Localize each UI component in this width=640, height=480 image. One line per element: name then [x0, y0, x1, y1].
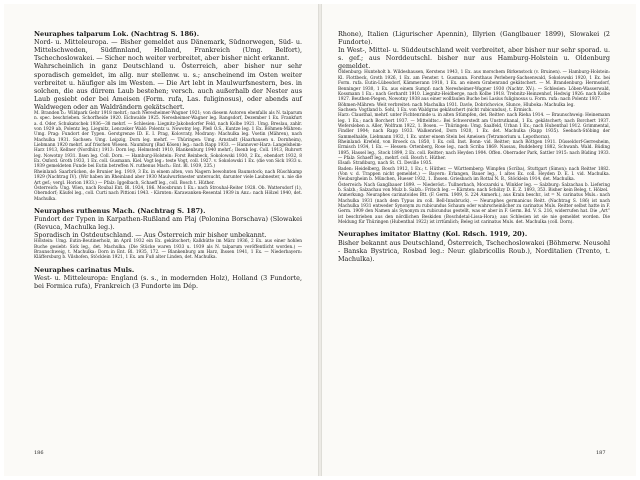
species-heading: Neuraphes carinatus Muls. — [34, 265, 135, 274]
body-paragraph: Rhone), Italien (Ligurischer Apennin), Illyrien (Ganglbauer 1899), Slowakei (2 Fundorte). — [338, 30, 610, 47]
page-number-right: 187 — [596, 450, 606, 456]
locality-records: M. Branden b.: Wildpark Gehr 1918 mehrf.; nach Neresheimer-Wagner 1921; von diesem Autoren ebenfalls als N. talparum n. spec. beschrieben. Schorfheide 1920. Eichwalde 1925. Neresheimer-Wagner leg. Rangsdorf, Dezember 1 Ex. Frankfurt a. d. Oder, Schukatschek 1936—38 mehrf. — Schlesien: Liegnitz-Jakobsdorfer Feld, nach Kolbe 1921. Umg. Breslau, zahlr. von 1929 ab, Polentz leg. Liegnitz, Lenczsker Wald: Polentz u. Nowotny leg. Pleß O.S., Kuntze leg. 1 Ex. Böhmen-Mähren: Umg. Prag: Fundort der Typen. Gerstgrenze ID. E. I. Prag, Kolovraty, Modrany: Machulka leg. Vsetin (Mähren), nach Machulka 1931. Sachsen: Umg. Leipzig, Dorn leg. mehrf. — Thüringen: Umg. Arnstadt (Haarhausen u. Dornheim), Liebmann 1920 mehrf. auf frischen Wiesen. Naumburg (Bad Kösen) leg.: nach Rapp 1933. — Hannover-Harz: Langelsheim-Harz 1913, Kellner (Nordhür.) 1913: Dorn leg. Helmstedt 1910, Blankenburg 1940 mehrf.; Ilsenb leg. Coll. 1913, Ruhrort leg. Nowotny 1931. Ilsen leg. Coll. Dorn. — Hamburg-Holstein: Forst Reinbeck, Sokolowski 1930, 2 Ex., ebendort 1932, 8 Ex. Oxford. Groth 1933, 1 Ex. coll. Gusmann. Kiel. Vogt leg.: teste Vogt, coll. 1927. v. Sokolowski 1 Ex. (die von Sick 1933 u. 1939 gemeldeten Funde bei Eutin betreffen N. ruthenus Mach.: Ent. Bl. 1939, 235.) — [34, 111, 302, 170]
right-page-column — [338, 30, 610, 263]
locality-records: Oldenburg: Hunteholt b. Wildeshausen, Kerstens 1943, 1 Ex. aus morschem Birkenstock (v. Bruinen). — Hamburg-Holstein: Kl. Flottbeck, Groth 1926, 1 Ex. am Fenster. t. Gusmann. Forsthaus Perleberg-Sachsenwald, Sokolowski 1920, 1 Ex. bei Form. rufa. Eutin-Lübesdorf, Kämmerann 1918, 1 Ex. an einem Grabenrand gekätschert. — M. Brandenburg: Hermsdorf, Benninger 1930, 1 Ex. aus einem Sumpf: nach Neresheimer-Wagner 1930 (Nachtr. XV.). — Schlesien: Löben-Wasserwald, Kossmann 1 Ex.: nach Gerhardt 1910. Liegnitz-Heidberge, nach Kolbe 1918. Trebnitz-Heinzenhof, Hedwig 1926: nach Kolbe 1927. Beuthen-Piegen, Nowotny 1938 aus einer wollfaulen Buche bei Lasius fuliginosus u. Form. rufa: nach Polentz 1937. — [338, 70, 610, 103]
locality-records: Elsaß: Straßburg, nach St. Cl. Deville 1935. — [338, 161, 433, 167]
book-spread — [4, 4, 636, 476]
species-heading: Neuraphes talparum Lok. (Nachtrag S. 186). — [34, 30, 200, 38]
locality-records: Harz: Clausthal, mehrf. unter Fichtenrinde u. in alten Stümpfen, det. Reitter: nach Rieha 1914. — Braunschweig: Heinemann leg. 1 Ex.; nach Borchert 1937. — Mitteldtsc.: Bei Schwerstedt am Unstrutkanal, 1 Ex. gekätschert; nach Borchert 1937. Wefersleben a. Aller, Wolfram 1922, 1. Bosen. — Thüringen: Umg. Saalfeld, Urban 1 Ex.; nach Hubenthal 1912. Grimmental, Findler 1904; nach Rapp 1933. Walkenried, Dorn 1920, 1 Ex. det. Machulka (Rapp 1935). Seebach-Stöbing der Sammelhalde, Liebmann 1932, 1 Ex. unter einem Stein bei Ameisen (Tetramorium u. Lepothorax). — [338, 113, 610, 140]
body-paragraph: Fundort der Typen in Karpathen-Rußland am Plaj (Polonina Borschava) (Slowakei (Revuca, Machulka leg.). — [34, 215, 302, 232]
locality-records: Holstein: Umg. Eutin-Beutinerholz, im April 1932 ein Ex. gekätschert; Kalkhütte im März 1936, 2 Ex. aus einer hohlen Buche gesiebt: Sick leg., det. Machulka. (Die Stücke waren 1933 u. 1939 als N. talparum veröffentlicht worden.) — Braunschweig, t. Machulka: Dorn in Ent. Bl. 1935, 172. — Blankenburg am Harz, Ihssen 1941, 1 Ex. — Niederbayern: Kläffersburg b. Vilshofen, Stöcklein 1921, 1 Ex. am Fuß alter Linden, det. Machulka. — [34, 239, 302, 261]
species-heading: Neuraphes ruthenus Mach. (Nachtrag S. 187). — [34, 206, 206, 215]
locality-records: Sachsen: Vogtland b. Sohl, 1 Ex. von Waldgras gekätschert (nicht rubicundus), t. Ermisch. — [338, 107, 533, 113]
body-paragraph: Wahrscheinlich in ganz Deutschland u. Österreich, aber bisher nur sehr sporadisch gemeldet, im allg. nur stellenw. u. s.; anscheinend im Osten weiter verbreitet u. häufiger als im Westen. — Die Art lebt in Maulwurfsnestern, bes. in solchen, die aus dürrem Laub bestehen; versch. auch außerhalb der Nester aus Laub gesiebt oder bei Ameisen (Form. rufa, Las. fuliginosus), oder abends auf Waldwegen oder an Waldrändern gekätschert. — [34, 62, 302, 111]
locality-records: Baden: Heidelberg, Bosch 1912, 1 Ex.; t. Hüther. — Württemberg: Wimpfen (Scriba), Stuttgart (Simon): nach Reitter 1882. (Von v. d. Trappen nicht gemeldet.) — Bayern: Erlangen, Bauer leg., 1 altes Ex. coll. Heyden D. E. I. vid. Machulka. Neuburgheim b. München, Hueser 1932, 1. Ihssen. Griesbach im Rottal N. B., Stöcklein 1914, det. Machulka. — [338, 166, 610, 183]
body-paragraph: Nord- u. Mitteleuropa. — Bisher gemeldet aus Dänemark, Südnorwegen, Süd- u. Mittelschweden, Südfinnland, Holland, Frankreich (Umg. Belfort), Tschechoslowakei. — Sicher noch weiter verbreitet, aber bisher nicht erkannt. — [34, 38, 302, 63]
locality-records: Anmerkung: Neuraphes carinatoides Btt. (F. Germ. 1909, S. 224 Anmerk.), aus Krain beschr., ist = N. carinatus Muls.: nach Machulka 1931 (nach dem Typus im coll. Bell-Innsbruck). — Neuraphes germanicus Reitt. (Nachtrag S. 186) ist nach Machulka 1931 entweder Synonym zu rubicundus Schaum oder wahrscheinlicher zu carinatus Muls. Reitter selbst hatte in F. Germ. 1909 den Namen als Synonym zu rubicundus gestellt, was er aber in F. Germ. Bd. V. S. 216, widerrufen hat. Die „Art“ ist beschrieben aus den nördlichen Beskiden (Boschdetal-Lissa-Hora); aus Schlesien ist sie nie gemeldet worden. Die Meldung für Thüringen (Hubenthal 1922) ist irrtümlich; Beleg ist carinatus Muls. det. Machulka (coll. Dorn). — [338, 193, 610, 226]
species-heading: Neuraphes imitator Blattny (Kol. Rdsch. 1919, 20). — [338, 230, 528, 239]
locality-records: Rheinland: Saarbrücken, de Brunier leg. 1919, 3 Ex. in einem alten, von Nagern bewohnten Baumstock; nach Rüschkamp 1929 (Nachtrag IV). (Wir haben im Rheinland aber 1930 Maulwurfsnester untersucht, darunter viele Laubnester, u. nie die Art gef.; vergl. Horion 1933.) — Pfalz: Iggelbach, Schaeff leg., coll. Bosch t. Hüther. — [34, 169, 302, 186]
body-paragraph: West- u. Mitteleuropa: England (s. s., in modernden Holz), Holland (3 Fundorte, bei Formica rufa), Frankreich (3 Fundorte im Dép. — [34, 273, 302, 291]
body-paragraph: Sporadisch in Ostdeutschland. — Aus Österreich mir bisher unbekannt. — [34, 231, 267, 240]
page-number-left: 186 — [34, 450, 44, 456]
body-paragraph: In West-, Mittel- u. Süddeutschland weit verbreitet, aber bisher nur sehr sporad. u. s. gef.; aus Norddeutschl. bisher nur aus Hamburg-Holstein u. Oldenburg gemeldet. — [338, 46, 610, 71]
left-page-column — [34, 30, 302, 290]
locality-records: Rheinland: Krefeld, von Broeck ca. 1850, 1 Ex. coll. Inst. Bonn- vid. Reitter; nach Röttgen 1911. Düsseldorf-Gerresheim, Ermisch 1934, 1 Ex. — Hessen: Ortenberg, Rose leg., nach Scriba 1869. Nassau, Buddeberg 1882, Schwanh. Wald. Büding 1895, Hassel leg., Stock 1899, 2 Ex. coll. Reitter; nach Heyden 1904. Offen. Oberrader Park, Sattler 1915: nach Büding 1933. — Pfalz: Schaeff leg., mehrf. coll. Bosch t. Hüther. — [338, 139, 610, 161]
locality-records: Böhmen-Mähren: Weit verbreitet: nach Machulka 1931. Davle, Dobrichovice, Slunce, Hluboka: Machulka leg. — [338, 102, 575, 108]
right-page — [320, 4, 636, 476]
body-paragraph: Bisher bekannt aus Deutschland, Österreich, Tschechoslowakei (Böhmerw. Neusohl - Banska Bystrica, Rosbad leg.: Neur. glabricollis Roub.), Norditalien (Trento, t. Machulka). — [338, 238, 610, 263]
locality-records: Österreich: Nach Ganglbauer 1899. — Niederöst.: Tullnerbach, Moczarski u. Winkler leg. — Salzburg: Salzachau b. Liefering b. Salzb.; Salzachau von Mulz b. Salzb.: Fritsch leg. — Kärnten: nach Schölzy D. E. Z. 1893, 353. Bisher kein Beleg, t. Hölzel. — [338, 182, 610, 194]
locality-records: Österreich: Ung. Wien, nach Roubal Ent. Bl. 1924, 186. Moosbrunn 1 Ex.: nach Strouhal-Reiter 1928. Ob. Wattersdorf (1), Oberndorf; Käufel leg., coll. Curti nach Pittioni 1943. - Kärnten: Karawanken-Resental 1939 in Anz.: nach Hölzel 1940, det. Machulka. — [34, 185, 302, 202]
left-page — [4, 4, 320, 476]
